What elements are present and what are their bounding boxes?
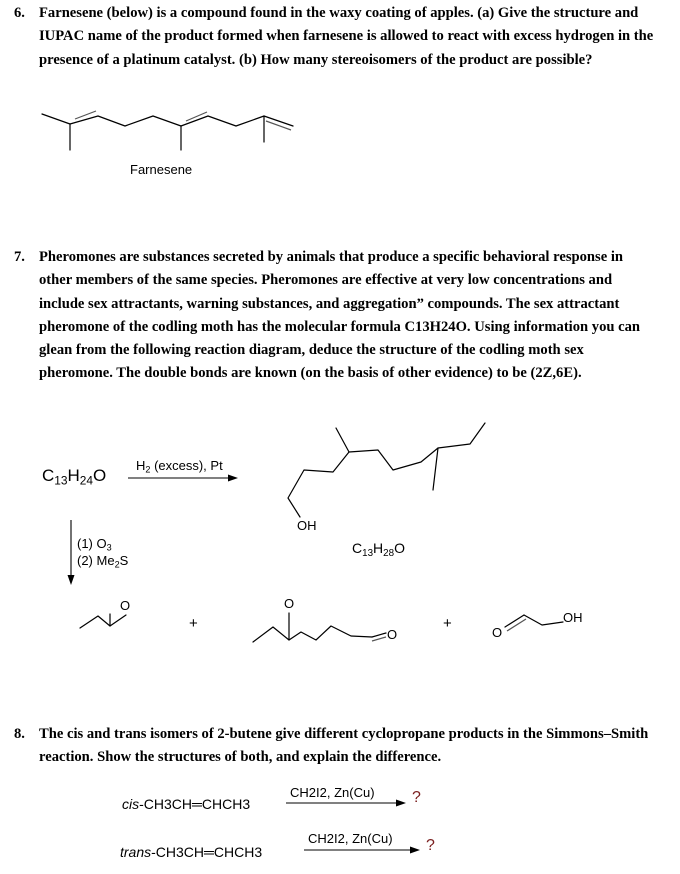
product-hydroxyl: OH <box>297 518 317 533</box>
fragment-3-oxygen: O <box>492 625 503 640</box>
trans-unknown-product: ? <box>426 837 435 854</box>
question-7-text: Pheromones are substances secreted by animals that produce a specific behavioral response in other members of the same species. Pheromones are effective at very low concentrations and include sex attractants, warning substances, and aggregation” compounds. The sex attractant pheromone of the codling moth has the molecular formula C13H24O. Using information you can glean from the following reaction diagram, deduce the structure of the codling moth sex pheromone. The double bonds are known (on the basis of other evidence) to be (2Z,6E). <box>39 249 641 382</box>
ozonolysis-step-1: (1) $O_3$ <box>77 536 112 553</box>
cis-reagent: CH2I2, Zn(Cu) <box>290 785 375 800</box>
product-formula: $C_{13}H_{28}O$ <box>352 540 405 559</box>
fragment-2-aldehyde-oxygen: O <box>387 627 398 642</box>
ozonolysis-step-2: (2) $Me_2S$ <box>77 553 129 570</box>
trans-reagent: CH2I2, Zn(Cu) <box>308 831 393 846</box>
question-8-text: The cis and trans isomers of 2-butene give different cyclopropane products in the Simmons–Smith reaction. Show the structures of both, and explain the difference. <box>39 726 649 766</box>
farnesene-label: Farnesene <box>130 162 193 177</box>
fragment-1-oxygen: O <box>120 598 131 613</box>
question-7-number: 7. <box>14 249 25 265</box>
plus-sign-2: + <box>443 615 452 632</box>
fragment-3-hydroxyl: OH <box>563 610 583 625</box>
question-6-text: Farnesene (below) is a compound found in the waxy coating of apples. (a) Give the structure and IUPAC name of the product formed when farnesene is allowed to react with excess hydrogen in the presence of a platinum catalyst. (b) How many stereoisomers of the product are possible? <box>39 5 654 68</box>
hydrogenation-reagent: $H_2$ (excess), Pt <box>136 458 223 475</box>
trans-2-butene: trans-CH3CH═CHCH3 <box>120 844 263 860</box>
question-6-number: 6. <box>14 5 25 21</box>
reactant-formula: $C_{13}H_{24}O$ <box>42 466 107 488</box>
fragment-2-oxygen: O <box>284 596 295 611</box>
question-8-number: 8. <box>14 726 25 742</box>
plus-sign-1: + <box>189 615 198 632</box>
cis-unknown-product: ? <box>412 789 421 806</box>
cis-2-butene: cis-CH3CH═CHCH3 <box>122 796 251 812</box>
